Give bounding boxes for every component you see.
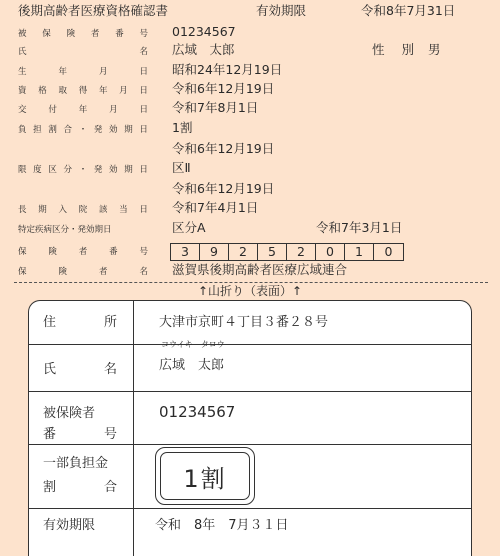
card-copay-label-2: 割 合 [43, 480, 117, 495]
name-label: 氏 名 [18, 47, 148, 57]
card-back [28, 300, 472, 556]
row-divider [29, 444, 471, 445]
card-insured-label-2: 番 号 [43, 427, 117, 442]
birth-label: 生 年 月 日 [18, 67, 148, 77]
column-divider [133, 301, 134, 556]
insurer-digit: 2 [287, 244, 316, 260]
card-name-value: 広域 太郎 [159, 358, 225, 373]
card-name-furigana: コウイキ タロウ [161, 340, 225, 349]
specific-label: 特定疾病区分・発効期日 [18, 225, 112, 235]
acquired-value: 令和6年12月19日 [172, 81, 275, 96]
birth-value: 昭和24年12月19日 [172, 62, 283, 77]
issued-value: 令和7年8月1日 [172, 100, 259, 115]
card-validity-value: 令和 8年 7月３１日 [155, 518, 289, 533]
card-address-value: 大津市京町４丁目３番２８号 [159, 315, 329, 330]
copay-label: 負 担 割 合 ・ 発 効 期 日 [18, 125, 148, 135]
sex-label: 性 別 [372, 42, 414, 57]
insurer-digit: 1 [345, 244, 374, 260]
validity-label: 有効期限 [256, 3, 307, 18]
long-stay-label: 長 期 入 院 該 当 日 [18, 205, 148, 215]
limit-label: 限 度 区 分 ・ 発 効 期 日 [18, 165, 148, 175]
document-title: 後期高齢者医療資格確認書 [18, 3, 169, 18]
long-stay-value: 令和7年4月1日 [172, 200, 259, 215]
row-divider [29, 344, 471, 345]
specific-date: 令和7年3月1日 [316, 220, 403, 235]
card-insured-value: 01234567 [159, 403, 236, 421]
card-copay-label: 一部負担金 [43, 456, 109, 471]
limit-value: 区Ⅱ [172, 160, 191, 175]
fold-line [14, 282, 488, 283]
row-divider [29, 508, 471, 509]
insurer-number-label: 保 険 者 番 号 [18, 247, 148, 257]
fold-instruction: ↑山折り（表面）↑ [197, 284, 303, 298]
insured-number-value: 01234567 [172, 24, 236, 39]
row-divider [29, 391, 471, 392]
insurer-digit: 2 [229, 244, 258, 260]
card-validity-label: 有効期限 [43, 518, 96, 533]
copay-value: 1割 [172, 120, 193, 135]
copay-stamp-value: 1割 [160, 452, 250, 500]
insurer-digit: 3 [171, 244, 200, 260]
card-address-label: 住 所 [43, 315, 117, 330]
copay-stamp [155, 447, 255, 505]
insurer-digit: 0 [384, 244, 393, 259]
card-name-label: 氏 名 [43, 362, 117, 377]
insurer-number-boxes [170, 243, 404, 261]
acquired-label: 資 格 取 得 年 月 日 [18, 86, 148, 96]
specific-value: 区分A [172, 220, 206, 235]
issued-label: 交 付 年 月 日 [18, 105, 148, 115]
insurer-digit: 0 [316, 244, 345, 260]
insurer-digit: 5 [258, 244, 287, 260]
insurer-name-value: 滋賀県後期高齢者医療広域連合 [172, 262, 348, 277]
limit-date: 令和6年12月19日 [172, 181, 275, 196]
copay-date: 令和6年12月19日 [172, 141, 275, 156]
card-insured-label: 被保険者 [43, 406, 96, 421]
name-value: 広域 太郎 [172, 42, 235, 57]
insured-number-label: 被 保 険 者 番 号 [18, 29, 148, 39]
insurer-digit: 9 [200, 244, 229, 260]
sex-value: 男 [428, 42, 441, 57]
validity-date: 令和8年7月31日 [361, 3, 456, 18]
insurer-name-label: 保 険 者 名 [18, 267, 148, 277]
